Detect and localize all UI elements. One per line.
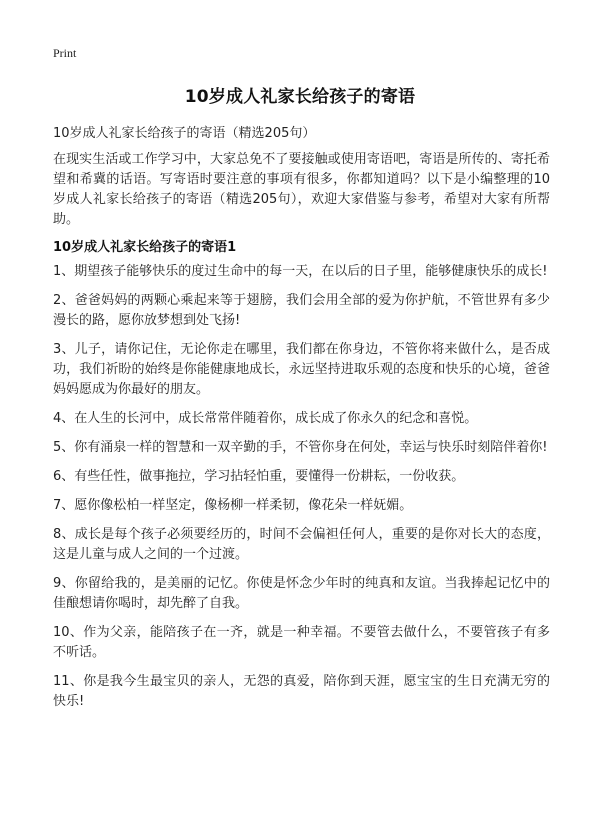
- intro-paragraph: 在现实生活或工作学习中，大家总免不了要接触或使用寄语吧，寄语是所传的、寄托希望和希冀的话语。写寄语时要注意的事项有很多，你都知道吗？以下是小编整理的10岁成人礼家长给孩子的寄语（精选205句），欢迎大家借鉴与参考，希望对大家有所帮助。: [53, 152, 550, 227]
- list-item: 11、你是我今生最宝贝的亲人，无怨的真爱，陪你到天涯，愿宝宝的生日充满无穷的快乐!: [53, 674, 550, 709]
- list-item: 4、在人生的长河中，成长常常伴随着你，成长成了你永久的纪念和喜悦。: [53, 411, 478, 426]
- list-item: 9、你留给我的，是美丽的记忆。你使是怀念少年时的纯真和友谊。当我捧起记忆中的佳酿想请你喝时，却先醉了自我。: [53, 576, 550, 611]
- message-list: [53, 262, 550, 721]
- list-item: 8、成长是每个孩子必须要经历的，时间不会偏袒任何人，重要的是你对长大的态度，这是儿童与成人之间的一个过渡。: [53, 527, 550, 562]
- list-item: 10、作为父亲，能陪孩子在一齐，就是一种幸福。不要管去做什么，不要管孩子有多不听话。: [53, 625, 550, 660]
- list-item: 1、期望孩子能够快乐的度过生命中的每一天，在以后的日子里，能够健康快乐的成长!: [53, 264, 548, 279]
- print-link[interactable]: Print: [53, 46, 77, 60]
- list-item: 5、你有涌泉一样的智慧和一双辛勤的手，不管你身在何处，幸运与快乐时刻陪伴着你!: [53, 440, 548, 455]
- list-item: 2、爸爸妈妈的两颗心乘起来等于翅膀，我们会用全部的爱为你护航，不管世界有多少漫长的路，愿你放梦想到处飞扬!: [53, 293, 550, 328]
- page-title: 10岁成人礼家长给孩子的寄语: [184, 87, 416, 107]
- list-item: 6、有些任性，做事拖拉，学习拈轻怕重，要懂得一份耕耘，一份收获。: [53, 469, 465, 484]
- section-heading: 10岁成人礼家长给孩子的寄语1: [53, 240, 237, 255]
- article-subtitle: 10岁成人礼家长给孩子的寄语（精选205句）: [53, 126, 316, 141]
- list-item: 3、儿子，请你记住，无论你走在哪里，我们都在你身边，不管你将来做什么，是否成功，我们祈盼的始终是你能健康地成长，永远坚持进取乐观的态度和快乐的心境，爸爸妈妈愿成为你最好的朋友。: [53, 342, 550, 397]
- list-item: 7、愿你像松柏一样坚定，像杨柳一样柔韧，像花朵一样妩媚。: [53, 498, 413, 513]
